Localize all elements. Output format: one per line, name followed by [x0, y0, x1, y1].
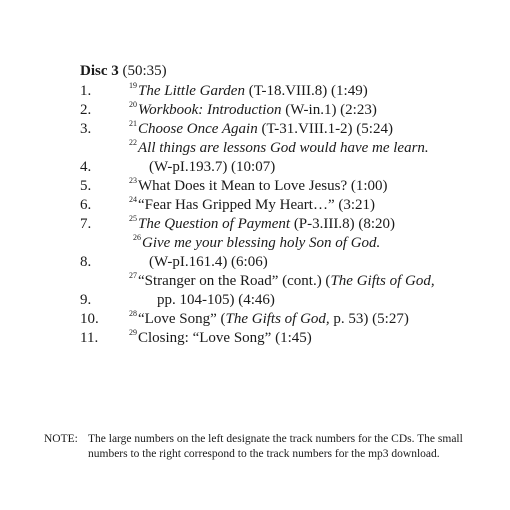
track-8 [80, 234, 435, 272]
track-number: 7. [80, 216, 92, 232]
track-number: 9. [80, 292, 92, 308]
mp3-number: 22 [129, 138, 137, 147]
track-number: 1. [80, 83, 92, 99]
track-number: 11. [80, 330, 99, 346]
track-reference: (W-pI.161.4) (6:06) [149, 254, 268, 270]
mp3-number: 26 [133, 233, 141, 242]
track-source: The Gifts of God, [330, 273, 435, 289]
track-11 [80, 329, 435, 348]
track-9 [80, 272, 435, 310]
track-reference: (W-in.1) (2:23) [281, 102, 377, 118]
track-10 [80, 310, 435, 329]
mp3-number: 29 [129, 328, 137, 337]
track-3 [80, 120, 435, 139]
track-number: 10. [80, 311, 99, 327]
track-number: 8. [80, 254, 92, 270]
track-title: All things are lessons God would have me learn. [138, 140, 429, 156]
mp3-number: 21 [129, 119, 137, 128]
track-source: The Gifts of God, [225, 311, 330, 327]
mp3-number: 28 [129, 309, 137, 318]
disc-header [80, 62, 167, 80]
track-reference: (W-pI.193.7) (10:07) [149, 159, 276, 175]
track-reference: (P-3.III.8) (8:20) [290, 216, 396, 232]
track-number: 3. [80, 121, 92, 137]
track-title: “Fear Has Gripped My Heart…” (3:21) [138, 197, 376, 213]
track-1 [80, 82, 435, 101]
track-number: 4. [80, 159, 92, 175]
note-label: NOTE: [44, 433, 78, 445]
track-number: 5. [80, 178, 92, 194]
disc-name: Disc 3 [80, 63, 119, 79]
track-5 [80, 177, 435, 196]
track-reference: p. 53) (5:27) [329, 311, 409, 327]
track-2 [80, 101, 435, 120]
track-list [80, 82, 435, 348]
track-title: “Love Song” ( [138, 311, 226, 327]
track-number: 6. [80, 197, 92, 213]
track-title: Choose Once Again [138, 121, 258, 137]
track-title: The Question of Payment [138, 216, 291, 232]
disc-duration: (50:35) [122, 63, 167, 79]
mp3-number: 25 [129, 214, 137, 223]
track-title: “Stranger on the Road” (cont.) ( [138, 273, 331, 289]
track-reference: pp. 104-105) (4:46) [157, 292, 275, 308]
track-reference: (T-18.VIII.8) (1:49) [244, 83, 368, 99]
track-4 [80, 139, 435, 177]
mp3-number: 20 [129, 100, 137, 109]
mp3-number: 23 [129, 176, 137, 185]
mp3-number: 27 [129, 271, 137, 280]
track-title: The Little Garden [138, 83, 245, 99]
track-title: What Does it Mean to Love Jesus? (1:00) [138, 178, 388, 194]
track-7 [80, 215, 435, 234]
mp3-number: 24 [129, 195, 137, 204]
track-6 [80, 196, 435, 215]
track-number: 2. [80, 102, 92, 118]
note-text: The large numbers on the left designate the track numbers for the CDs. The small numbers to the right correspond to the track numbers for the mp3 download. [88, 433, 463, 460]
track-title: Give me your blessing holy Son of God. [142, 235, 381, 251]
track-title: Workbook: Introduction [138, 102, 282, 118]
footnote [44, 432, 484, 462]
track-reference: (T-31.VIII.1-2) (5:24) [257, 121, 393, 137]
track-title: Closing: “Love Song” (1:45) [138, 330, 312, 346]
mp3-number: 19 [129, 81, 137, 90]
